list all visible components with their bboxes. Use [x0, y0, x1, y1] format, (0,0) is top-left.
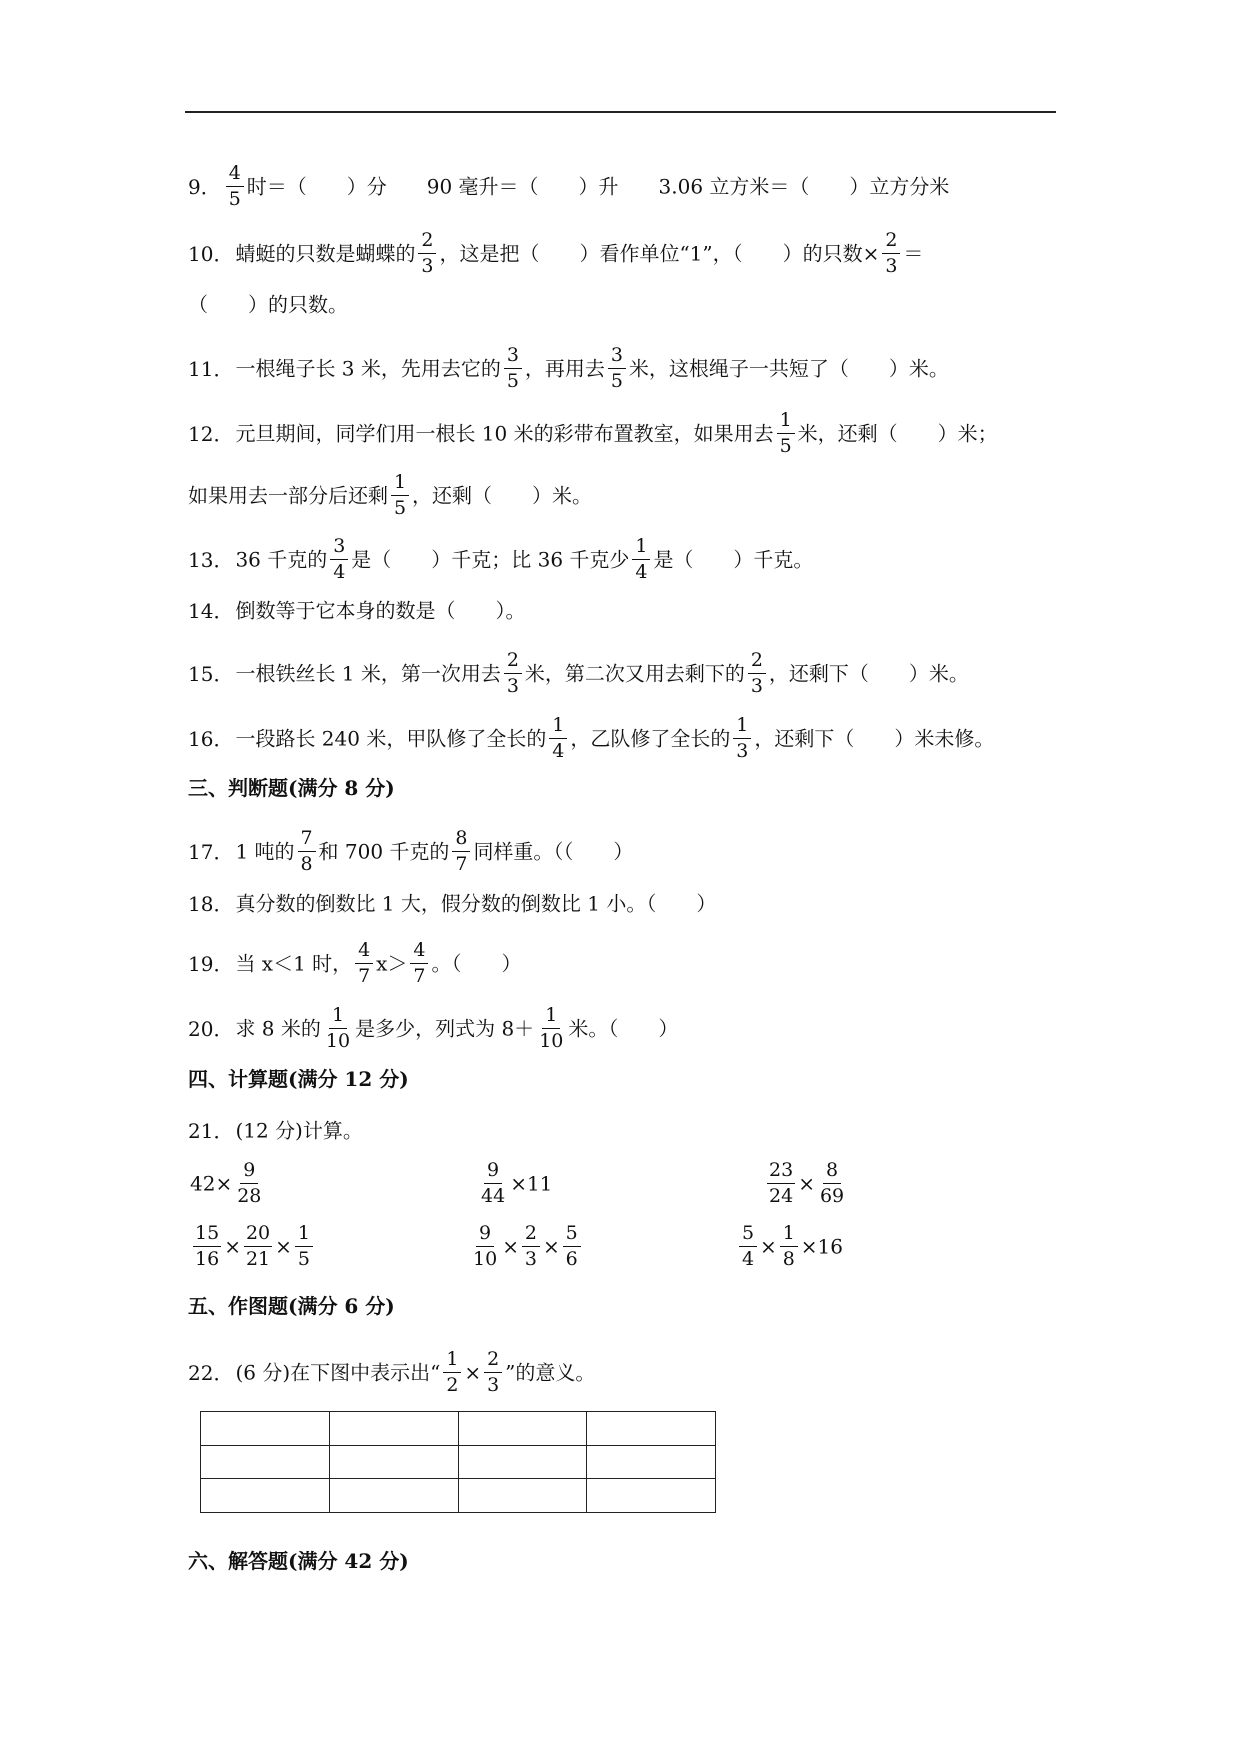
question-20 — [188, 1005, 678, 1052]
calc-operator: × — [275, 1234, 292, 1259]
calc-operator: × — [224, 1234, 241, 1259]
grid-row — [201, 1445, 716, 1479]
question-number: 17． — [188, 839, 234, 864]
fraction: $\frac{1}{5}$ — [391, 472, 409, 519]
calc-expression-4 — [190, 1223, 316, 1270]
question-number: 10． — [188, 241, 234, 266]
fraction: $\frac{2}{3}$ — [748, 650, 766, 697]
fraction: $\frac{1}{8}$ — [780, 1223, 798, 1270]
fraction: $\frac{5}{6}$ — [563, 1223, 581, 1270]
grid-cell — [587, 1445, 716, 1479]
fraction: $\frac{9}{44}$ — [481, 1159, 506, 1207]
question-number: 15． — [188, 661, 234, 686]
section-heading-drawing: 五、作图题(满分 6 分) — [188, 1294, 395, 1318]
fraction: $\frac{8}{7}$ — [452, 828, 470, 875]
fraction: $\frac{2}{3}$ — [882, 230, 900, 277]
question-16 — [188, 715, 994, 762]
fraction: $\frac{4}{7}$ — [410, 940, 428, 987]
question-18 — [188, 892, 716, 914]
question-text: 1 吨的 — [235, 839, 295, 864]
grid-cell — [201, 1445, 330, 1479]
question-text: 倒数等于它本身的数是（ ）。 — [235, 598, 526, 623]
fraction: $\frac{2}{3}$ — [504, 650, 522, 697]
calc-expression-3 — [764, 1160, 849, 1207]
question-text: 是（ ）千克。 — [653, 547, 814, 572]
question-text: 求 8 米的 — [235, 1016, 321, 1041]
question-number: 13． — [188, 547, 234, 572]
grid-cell — [587, 1412, 716, 1446]
calc-expression-2 — [476, 1160, 552, 1207]
calc-expression-6 — [736, 1223, 843, 1270]
question-text: ，还剩下（ ）米。 — [768, 661, 969, 686]
question-19 — [188, 940, 521, 987]
question-10 — [188, 230, 923, 277]
fraction: $\frac{2}{3}$ — [484, 1349, 502, 1396]
fraction: $\frac{9}{10}$ — [473, 1222, 498, 1270]
question-text: ，还剩下（ ）米未修。 — [754, 726, 995, 751]
calc-text: 42× — [190, 1171, 233, 1196]
calc-operator: × — [760, 1234, 777, 1259]
calc-operator: × — [502, 1234, 519, 1259]
question-text: 一段路长 240 米，甲队修了全长的 — [235, 726, 547, 751]
grid-cell — [201, 1412, 330, 1446]
question-text: (12 分)计算。 — [235, 1118, 363, 1143]
question-text: ，乙队修了全长的 — [570, 726, 731, 751]
fraction: $\frac{15}{16}$ — [195, 1222, 220, 1270]
question-text: 如果用去一部分后还剩 — [188, 483, 388, 508]
section-heading-calculation: 四、计算题(满分 12 分) — [188, 1067, 409, 1091]
question-21 — [188, 1119, 363, 1141]
fraction: $\frac{4}{5}$ — [226, 163, 244, 210]
grid-cell — [458, 1479, 587, 1513]
grid-row — [201, 1479, 716, 1513]
question-12-line-2 — [188, 472, 592, 519]
question-17 — [188, 828, 633, 875]
fraction: $\frac{7}{8}$ — [298, 828, 316, 875]
question-14 — [188, 599, 525, 621]
grid-cell — [329, 1445, 458, 1479]
fraction: $\frac{2}{3}$ — [418, 230, 436, 277]
fraction: $\frac{1}{3}$ — [733, 715, 751, 762]
calc-operator: × — [542, 1234, 560, 1259]
question-text: 米，第二次又用去剩下的 — [524, 661, 745, 686]
fraction: $\frac{1}{5}$ — [295, 1223, 313, 1270]
fraction: $\frac{3}{5}$ — [608, 345, 626, 392]
question-text: 蜻蜓的只数是蝴蝶的 — [235, 241, 416, 266]
fraction: $\frac{3}{5}$ — [504, 345, 522, 392]
grid-cell — [329, 1412, 458, 1446]
question-text: （ ）的只数。 — [188, 292, 348, 317]
question-number: 14． — [188, 598, 234, 623]
calc-expression-5 — [468, 1223, 584, 1270]
fraction: $\frac{3}{4}$ — [330, 536, 348, 583]
question-number: 12． — [188, 421, 234, 446]
drawing-grid — [200, 1411, 716, 1513]
question-13 — [188, 536, 813, 583]
grid-cell — [458, 1412, 587, 1446]
question-number: 22． — [188, 1360, 234, 1385]
section-heading-judgment: 三、判断题(满分 8 分) — [188, 776, 395, 800]
question-number: 9． — [188, 174, 221, 199]
question-number: 21． — [188, 1118, 234, 1143]
question-text: 一根铁丝长 1 米，第一次用去 — [235, 661, 501, 686]
question-text: ，这是把（ ）看作单位“1”，（ ）的只数× — [439, 241, 880, 266]
question-text: 一根绳子长 3 米，先用去它的 — [235, 356, 501, 381]
calc-operator: × — [798, 1171, 815, 1196]
question-15 — [188, 650, 969, 697]
question-text: 是（ ）千克；比 36 千克少 — [351, 547, 630, 572]
fraction: $\frac{1}{5}$ — [777, 410, 795, 457]
question-22 — [188, 1349, 595, 1396]
question-text: ，还剩（ ）米。 — [412, 483, 592, 508]
fraction: $\frac{5}{4}$ — [739, 1223, 757, 1270]
fraction: $\frac{4}{7}$ — [355, 940, 373, 987]
question-text: 是多少，列式为 8＋ — [355, 1016, 535, 1041]
fraction: $\frac{23}{24}$ — [769, 1159, 794, 1207]
question-text: 当 x＜1 时， — [235, 951, 353, 976]
question-text: 米，这根绳子一共短了（ ）米。 — [628, 356, 949, 381]
fraction: $\frac{8}{69}$ — [819, 1159, 845, 1207]
question-text: ＝ — [903, 241, 924, 266]
fraction: $\frac{20}{21}$ — [245, 1222, 271, 1270]
question-text: ，再用去 — [524, 356, 605, 381]
section-heading-answers: 六、解答题(满分 42 分) — [188, 1549, 409, 1573]
question-text: 米。（ ） — [568, 1016, 679, 1041]
question-text: 元旦期间，同学们用一根长 10 米的彩带布置教室，如果用去 — [235, 421, 774, 446]
header-rule — [185, 111, 1056, 113]
question-number: 20． — [188, 1016, 234, 1041]
question-text: 真分数的倒数比 1 大，假分数的倒数比 1 小。（ ） — [235, 891, 717, 916]
question-text: x＞ — [376, 951, 408, 976]
question-text: ”的意义。 — [505, 1360, 596, 1385]
fraction: $\frac{2}{3}$ — [522, 1223, 540, 1270]
fraction: $\frac{1}{4}$ — [549, 715, 567, 762]
grid-cell — [458, 1445, 587, 1479]
question-text: 时＝（ ）分 90 毫升＝（ ）升 3.06 立方米＝（ ）立方分米 — [246, 174, 950, 199]
grid-cell — [587, 1479, 716, 1513]
question-12 — [188, 410, 998, 457]
question-9 — [188, 163, 949, 210]
question-text: 36 千克的 — [235, 547, 328, 572]
grid-cell — [329, 1479, 458, 1513]
grid-row — [201, 1412, 716, 1446]
fraction: $\frac{9}{28}$ — [237, 1159, 262, 1207]
question-number: 16． — [188, 726, 234, 751]
question-text: 和 700 千克的 — [318, 839, 450, 864]
question-11 — [188, 345, 949, 392]
question-number: 19． — [188, 951, 234, 976]
question-number: 11． — [188, 356, 234, 381]
fraction: $\frac{1}{10}$ — [325, 1004, 351, 1052]
grid-cell — [201, 1479, 330, 1513]
calc-text: ×11 — [510, 1171, 553, 1196]
calc-operator: ×16 — [800, 1234, 843, 1259]
question-operator: × — [464, 1360, 482, 1385]
calc-expression-1 — [190, 1160, 266, 1207]
fraction: $\frac{1}{10}$ — [539, 1004, 564, 1052]
question-text: 米，还剩（ ）米； — [797, 421, 998, 446]
question-text: 。（ ） — [431, 951, 522, 976]
fraction: $\frac{1}{2}$ — [443, 1349, 461, 1396]
question-number: 18． — [188, 891, 234, 916]
fraction: $\frac{1}{4}$ — [632, 536, 650, 583]
question-10-line-2 — [188, 293, 348, 315]
question-text: (6 分)在下图中表示出“ — [235, 1360, 441, 1385]
question-text: 同样重。（（ ） — [473, 839, 634, 864]
